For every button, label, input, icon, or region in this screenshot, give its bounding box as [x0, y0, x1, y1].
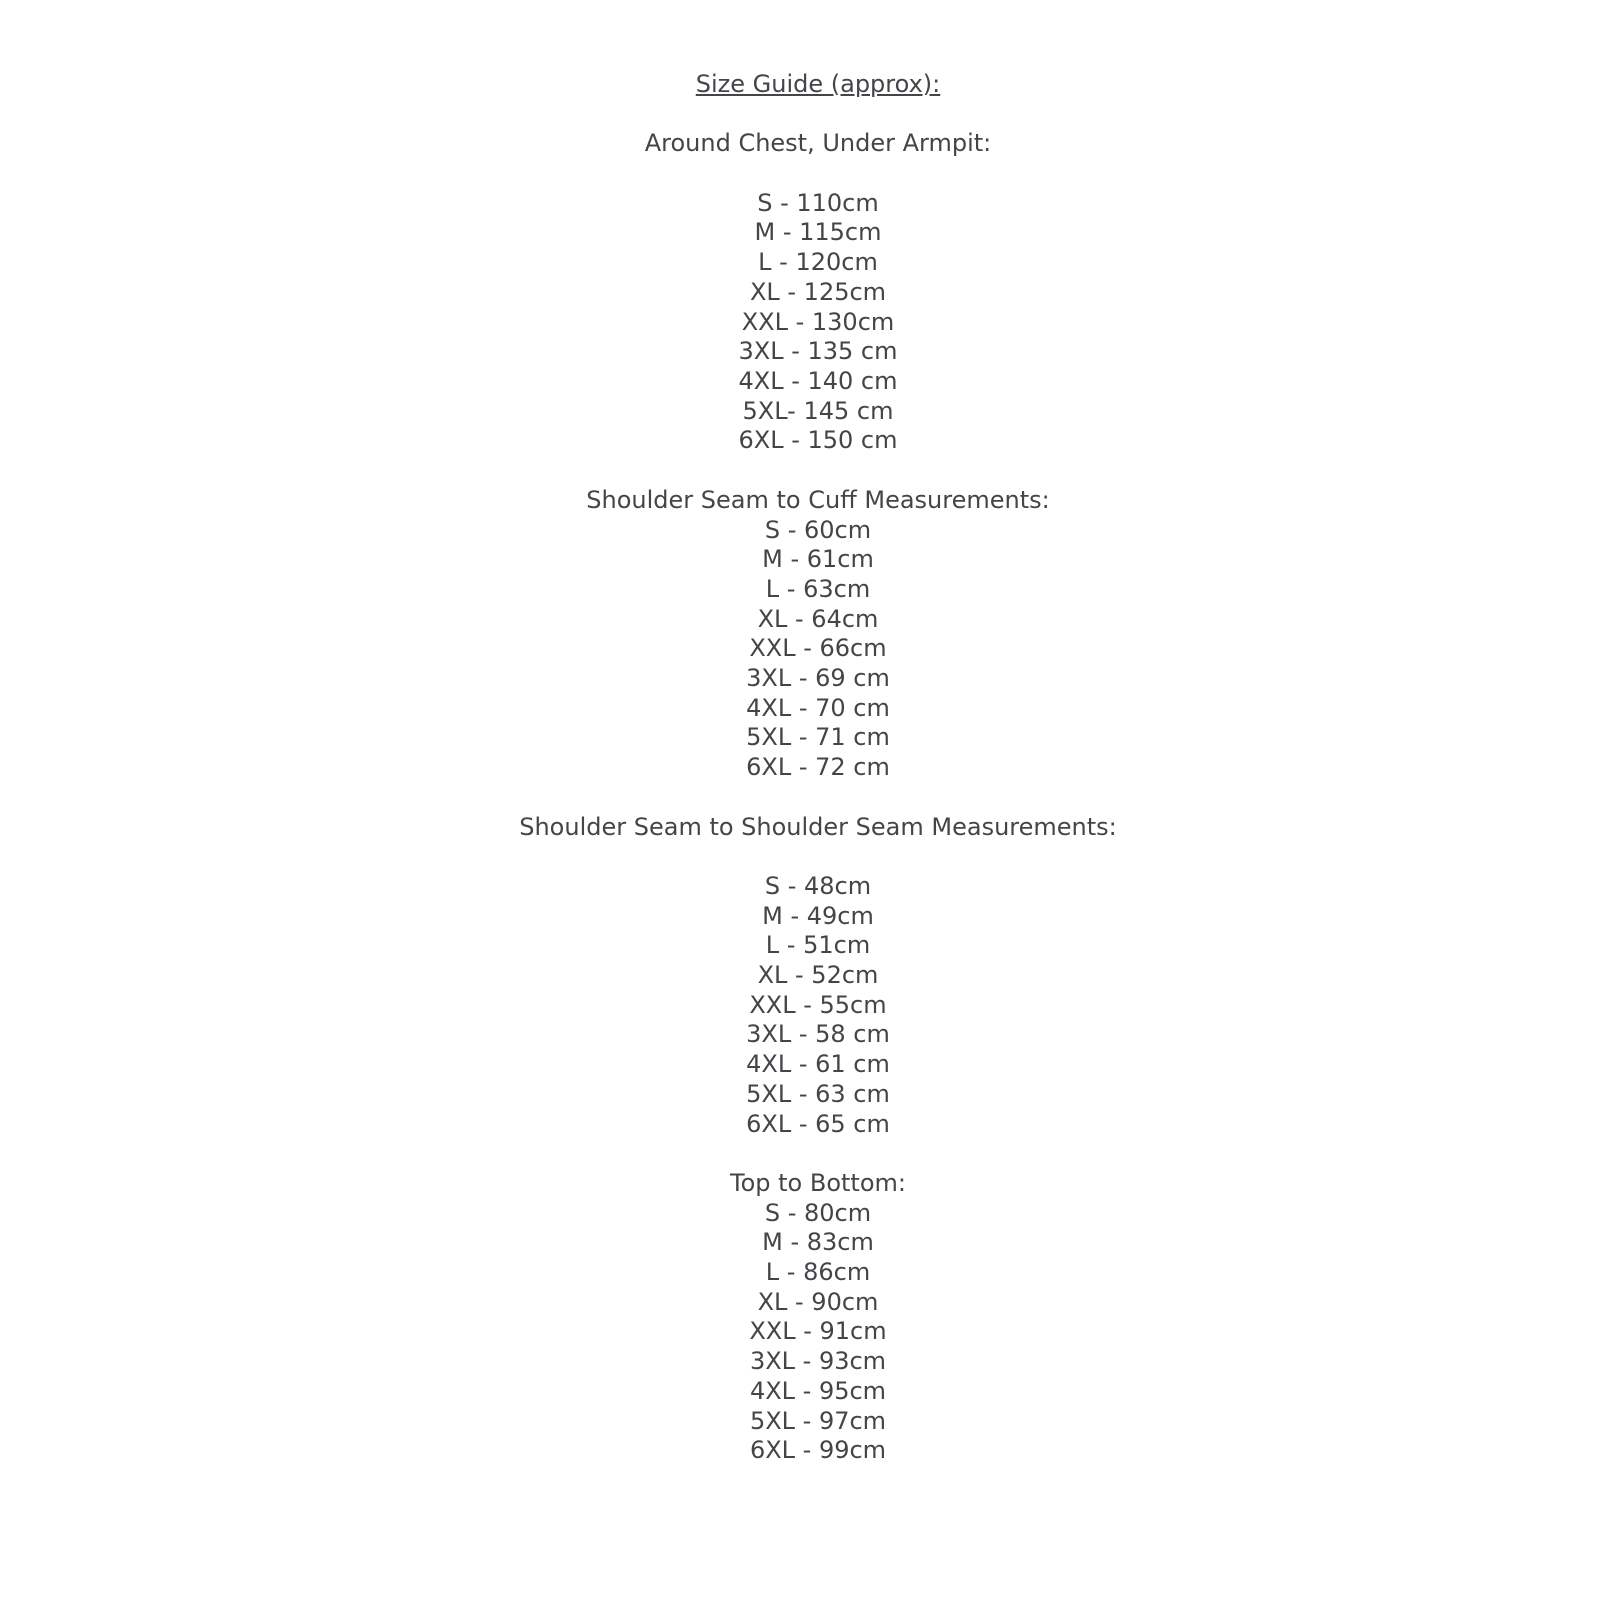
size-measurement-line: 4XL - 61 cm: [746, 1050, 890, 1079]
size-measurement-line: XXL - 91cm: [749, 1317, 887, 1346]
section-items: [36, 872, 1600, 1139]
size-section: [36, 813, 1600, 1140]
size-measurement-line: S - 48cm: [764, 871, 872, 900]
size-measurement-line: 6XL - 72 cm: [746, 753, 890, 782]
size-sections: [36, 129, 1600, 1466]
size-measurement-line: 3XL - 93cm: [749, 1347, 887, 1376]
section-items: [36, 189, 1600, 456]
size-measurement-line: 5XL- 145 cm: [742, 396, 894, 425]
size-measurement-line: L - 63cm: [765, 574, 871, 603]
size-measurement-line: 3XL - 69 cm: [746, 664, 890, 693]
section-items: [36, 1199, 1600, 1466]
size-measurement-line: S - 80cm: [764, 1198, 872, 1227]
size-measurement-line: S - 60cm: [764, 515, 872, 544]
size-measurement-line: XL - 125cm: [749, 277, 887, 306]
size-measurement-line: 5XL - 97cm: [749, 1406, 887, 1435]
size-measurement-line: M - 49cm: [762, 901, 874, 930]
size-measurement-line: 3XL - 58 cm: [746, 1020, 890, 1049]
section-heading: Shoulder Seam to Shoulder Seam Measurements:: [519, 812, 1117, 841]
size-measurement-line: L - 51cm: [765, 931, 871, 960]
size-measurement-line: M - 115cm: [754, 218, 882, 247]
size-measurement-line: XL - 64cm: [757, 604, 879, 633]
size-measurement-line: S - 110cm: [757, 188, 879, 217]
size-measurement-line: 3XL - 135 cm: [738, 337, 898, 366]
section-heading: Shoulder Seam to Cuff Measurements:: [586, 485, 1050, 514]
size-measurement-line: 4XL - 95cm: [749, 1376, 887, 1405]
page-title: Size Guide (approx):: [695, 70, 941, 98]
size-measurement-line: XL - 52cm: [757, 961, 879, 990]
section-heading: Around Chest, Under Armpit:: [644, 129, 992, 158]
section-items: [36, 516, 1600, 783]
size-measurement-line: 6XL - 65 cm: [746, 1109, 890, 1138]
size-measurement-line: 6XL - 99cm: [749, 1436, 887, 1465]
size-measurement-line: 4XL - 70 cm: [746, 693, 890, 722]
size-measurement-line: M - 83cm: [762, 1228, 874, 1257]
size-measurement-line: 5XL - 71 cm: [746, 723, 890, 752]
size-measurement-line: 4XL - 140 cm: [738, 367, 898, 395]
size-measurement-line: L - 120cm: [758, 248, 878, 277]
size-measurement-line: 6XL - 150 cm: [738, 426, 898, 455]
size-measurement-line: XL - 90cm: [757, 1287, 879, 1316]
size-measurement-line: XXL - 66cm: [749, 634, 887, 663]
size-measurement-line: XXL - 130cm: [741, 307, 895, 336]
size-measurement-line: M - 61cm: [762, 545, 874, 574]
size-section: [36, 486, 1600, 783]
size-measurement-line: 5XL - 63 cm: [746, 1079, 890, 1108]
section-heading: Top to Bottom:: [730, 1168, 906, 1197]
size-section: [36, 1169, 1600, 1466]
size-measurement-line: L - 86cm: [765, 1258, 871, 1287]
size-measurement-line: XXL - 55cm: [749, 990, 887, 1019]
size-section: [36, 129, 1600, 456]
